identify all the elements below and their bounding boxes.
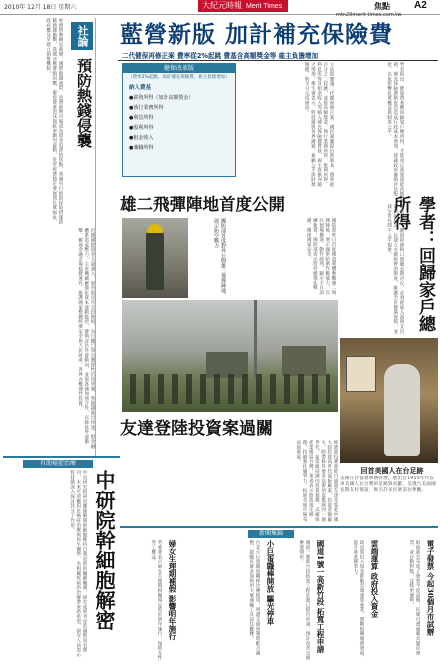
exhibition-caption-body: 美國在台協會舉辦特展，展出自1950年代以來美國人在台灣的足跡與貢獻，呈現台美兩國長期友好情誼，吸引許多民眾前往參觀。 [340, 476, 436, 493]
reform-box-title: 健保改革版 [123, 64, 235, 73]
radar-mast [254, 300, 257, 378]
brief-item-headline: 雲端運算 政府投入資金 [370, 540, 379, 618]
wall-photo-frame [346, 356, 376, 392]
issue-date: 2010年 12月 18日 星期六 [4, 4, 77, 11]
investment-headline: 友達登陸投資案過關 [120, 419, 273, 439]
brief-item-headline: 小巨蛋職棒開放 驅光停車 [266, 540, 275, 626]
editorial-body-b: 近期國際資金大量湧入，股市與房市交投熱絡，央行雖已祭出選擇性信用管制，然熱錢進出快速，對金融體系造成壓力，主管機關應強化資本流動監控，審慎評估外資動向，並與各國加強合作，以降低外部衝擊，確保金融市場穩健運作，維護國家整體經濟安全與人民財產，各界亦應理性投資。 [77, 228, 95, 449]
logo-chinese: 大紀元時報 [202, 1, 242, 10]
reform-item: ●股利所得 [129, 125, 154, 131]
stem-cell-headline: 中研院幹細胞解密 [92, 470, 116, 630]
scholar-body-b: 專家認為，健保財務缺口問題長期存在，必須從收入面與支出面同步檢討，以建立永續經營的制度，維護全民健康保障，並減少世代間不公平現象。 [386, 204, 404, 334]
brief-item-headline: 婦女生理期補假 影響明年施行 [168, 540, 177, 641]
brief-item-body: 財政部宣布電子發票今起試辦，民眾可透過載具儲存發票，並自動對獎，兌獎更便利。 [408, 540, 420, 656]
section-name: 焦點 [374, 2, 390, 11]
brief-item-body: 政府將投入資金推動雲端運算產業，帶動相關服務發展，提升產業競爭力。 [352, 540, 364, 660]
headline-divider [118, 60, 438, 61]
reform-item: ●執行業務所得 [129, 105, 164, 111]
reform-item: ●利息所得 [129, 115, 154, 121]
logo-english: Merit Times [246, 3, 283, 10]
main-headline: 藍營新版 加計補充保險費 [120, 21, 394, 48]
missile-launcher-photo [122, 300, 338, 412]
investment-body: 經濟部投審會昨日通過友達光電赴中國大陸投資高世代面板廠案，投資金額龐大，附帶條件要求技術須落後國內一個世代，並需維持國內投資規模，以確保產業根留台灣，業者表示將依規定辦理，持續強化競爭力，拓展全球市場布局與發展。 [295, 440, 338, 522]
stem-cell-body: 中央研究院研究團隊解開幹細胞維持自我更新的關鍵機制，研究成果刊登於國際知名期刊，未來可望應用於癌症治療與再生醫學，為相關疾病的治療帶來新希望，研究人員表示將持續深入探討其分子作用。 [69, 470, 87, 658]
brief-item-body: 台北小巨蛋開放職棒比賽使用，周邊交通管制將配合調整，提醒民眾多加利用大眾運輸工具前往觀賽。 [248, 540, 260, 656]
missile-body: 國防部昨日首度開放媒體參觀雄二飛彈陣地，展示國軍防衛作戰能力，官兵現場操演，動作純熟，顯示平日訓練紮實，國防部表示將持續強化戰備，確保國家安全。 [306, 218, 336, 295]
editorial-column [3, 18, 96, 456]
exhibition-photo [340, 338, 438, 463]
reform-item: ●兼職所得 [129, 145, 154, 151]
news-brief-tag: 新聞集錦 [248, 530, 294, 538]
brief-item-body: 國道一號新竹段拓寬工程計畫已提出申請，預計改善交通壅塞情形。 [298, 540, 310, 660]
soldier-figure [146, 228, 164, 290]
reform-box-label: 納入費基 [129, 85, 152, 91]
brief-item-headline: 國道1號一高新竹段 拓寬工程申請 [316, 540, 325, 653]
reform-box-subtitle: （費率2%起跳，加計補充保險費，雇主負擔增加） [128, 75, 230, 80]
launcher-truck-right [282, 346, 326, 376]
website-url: mtn29merit-times.com.tw [336, 12, 402, 18]
stem-cell-tag: 有助癌症治療 [23, 460, 93, 468]
reform-box-list [129, 93, 235, 153]
editorial-title: 預防熱錢侵襲 [75, 58, 93, 148]
page-number: A2 [414, 0, 427, 11]
soldiers-row [130, 374, 330, 404]
scholar-headline: 學者：回歸家戶總所得 [390, 196, 435, 332]
main-story-body-b: 立法院審議二代健保修正案，國民黨團提出新版本，費率從百分之二起跳，並將高額獎金、執行業務所得、股利所得、利息所得及租金收入等納入補充保險費費基，雇主負擔亦隨之增加。衛生署表示，將持續與各界溝通，兼顧公平與財務穩健，盼早日完成修法。 [304, 62, 334, 187]
stem-cell-story [3, 456, 120, 663]
reform-box [122, 63, 236, 177]
brief-item-headline: 電子發票 今起30個月市試辦 [426, 540, 435, 636]
soldier-photo [122, 218, 188, 298]
missile-photo-caption: 國防部首度對外公開雄二飛彈陣地，展示防空戰力 [213, 218, 226, 298]
editorial-tag: 社論 [71, 22, 93, 50]
helmet-icon [147, 224, 163, 233]
brief-item-body: 勞委會表示婦女生理假相關規定將於明年施行，保障女性勞工權益。 [150, 540, 162, 660]
newspaper-logo [198, 0, 288, 12]
editorial-body-a: 經濟情勢瞬息萬變，國際熱錢流竄，亞洲新興市場成為資金追逐的焦點，各國央行紛紛採取措施防範熱錢衝擊，我國亦應審慎因應，避免資產泡沫與匯率劇烈波動，危害經濟穩定發展與民眾福祉，政府應及早建立預警機制。 [45, 18, 63, 225]
woman-figure [384, 364, 420, 456]
main-story-body-a [98, 62, 120, 190]
reform-item: ●租金收入 [129, 135, 154, 141]
reform-item: ●薪資所得（加計高額獎金） [129, 95, 194, 101]
main-subheadline: 二代健保再修正案 費率從2%起跳 費基含高額獎金等 雇主負擔增加 [122, 52, 319, 60]
missile-headline: 雄二飛彈陣地首度公開 [120, 195, 285, 214]
exhibition-caption-title: 回首美國人在台足跡 [360, 467, 424, 475]
scholar-body: 學者指出，健保費基應回歸家戶總所得，才能真正落實量能負擔原則，補充保險費制度恐造成行政成本增加，建議政府審慎評估配套，以免影響民眾權益與制度公平。 [386, 62, 404, 202]
news-brief-section [120, 526, 438, 664]
